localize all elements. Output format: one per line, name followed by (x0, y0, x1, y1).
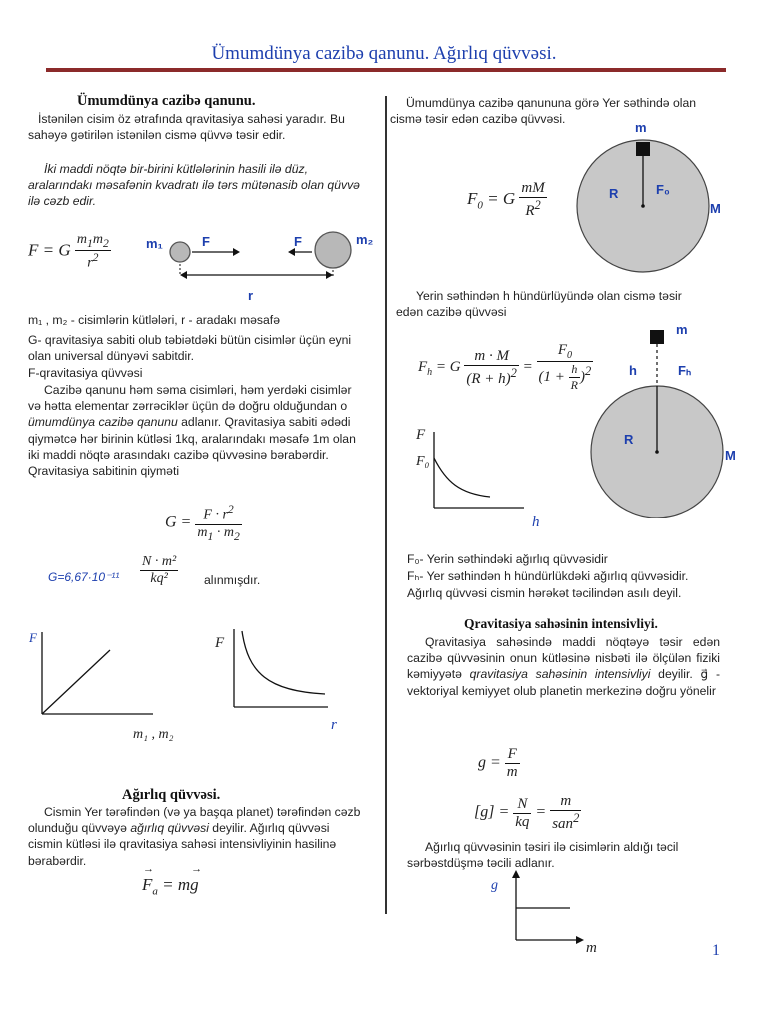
formula-g: g = $\frac{F}{m}$ (478, 746, 518, 780)
formula-g-units: [g] = $\frac{N}{kq}$ = $\frac{m}{san^2}$ (474, 793, 580, 832)
section-heading-weight: Ağırlıq qüvvəsi. (122, 787, 221, 803)
formula-F0: $F_0 = G$ $\frac{mM}{R^2}$ (467, 180, 545, 219)
G-suffix: alınmışdır. (204, 573, 261, 587)
F0-definition: F₀- Yerin səthindəki ağırlıq qüvvəsidir (407, 552, 608, 566)
graph2-x-label: r (331, 717, 337, 733)
surface-force-intro: Ümumdünya cazibə qanununa görə Yer səthində olan cismə təsir edən cazibə qüvvəsi. (390, 96, 696, 127)
graph2-y-label: F (215, 635, 225, 651)
two-masses-figure (140, 222, 370, 312)
page-number: 1 (712, 942, 720, 959)
mass-block-2 (650, 330, 664, 344)
section-heading-field-intensity: Qravitasiya sahəsinin intensivliyi. (464, 616, 658, 631)
fig2-label-h: h (629, 363, 637, 378)
fig2-label-R: R (624, 432, 634, 447)
graph1-x-label: m₁ , m₂ (133, 727, 174, 742)
page-title: Ümumdünya cazibə qanunu. Ağırlıq qüvvəsi. (211, 43, 557, 64)
G-definition: G- qravitasiya sabiti olub təbiətdəki bütün cisimlər üçün eyni olan universal dünyəvi sabitdir. (28, 333, 352, 364)
label-distance-r: r (248, 288, 254, 303)
fig1-label-M: M (710, 201, 721, 216)
formula-G: G = $\frac{F \cdot r^2}{m_1 \cdot m_2}$ (165, 503, 240, 543)
F-definition: F-qravitasiya qüvvəsi (28, 366, 143, 380)
law-statement: İki maddi nöqtə bir-birini kütlələrinin hasili ilə düz, aralarındakı məsafənin kvadratı ilə tərs mütənasib olan qüvvə ilə cəzb edir. (28, 162, 360, 209)
decay-curve (434, 458, 490, 497)
label-force-left: F (202, 234, 210, 249)
universal-law-paragraph: Cazibə qanunu həm səma cisimləri, həm yerdəki cisimlər və hətta elementar zərrəciklər üçün də doğru olduğundan o ümumdünya cazibə qanunu adlanır. Qravitasiya sabiti ədədi qiymətcə hər birinin kütləsi 1kq, aralarındakı məsafə 1m olan iki maddi nöqtə arasındakı cazibə qüvvəsinə bərabərdir. Qravitasiya sabitinin qiyməti (28, 383, 356, 479)
graph-force-vs-height (414, 430, 534, 520)
graph3-x-label: h (532, 514, 540, 530)
inverse-curve (242, 631, 325, 694)
height-force-intro: Yerin səthindən h hündürlüyündə olan cismə təsir edən cazibə qüvvəsi (396, 289, 682, 320)
intensity-paragraph: Qravitasiya sahəsində maddi nöqtəyə təsir edən cazibə qüvvəsinin onun kütləsinə nisbəti ilə ölçülən fiziki kəmiyyətə qravitasiya sahəsinin intensivliyi deyilir. g⃗ - vektoriyal kemiyyet olub planetin merkezinə doğru yönelir (407, 635, 721, 698)
fig1-label-m: m (635, 120, 647, 135)
title-underline (46, 68, 726, 72)
masses-definition: m₁ , m₂ - cisimlərin kütlələri, r - aradakı məsafə (28, 313, 280, 327)
fig2-label-M: M (725, 448, 736, 463)
independence-statement: Ağırlıq qüvvəsi cismin hərəkət təcilindən asılı deyil. (407, 586, 682, 600)
column-divider (385, 96, 387, 914)
graph-g-vs-mass (500, 870, 590, 950)
section-heading-gravitation-law: Ümumdünya cazibə qanunu. (77, 93, 256, 109)
Fh-definition: Fₕ- Yer səthindən h hündürlükdəki ağırlıq qüvvəsidir. (407, 569, 689, 583)
earth-figure-surface (570, 120, 730, 280)
fig1-label-F0: F₀ (656, 182, 670, 197)
graph3-y-label: F (416, 427, 426, 443)
fig2-label-Fh: Fₕ (678, 363, 692, 378)
fig1-label-R: R (609, 186, 619, 201)
G-value: G=6,67·10⁻¹¹ (48, 570, 120, 584)
mass-m2-circle (315, 232, 351, 268)
label-m2: m₂ (356, 232, 374, 247)
fig2-label-m: m (676, 322, 688, 337)
free-fall-paragraph: Ağırlıq qüvvəsinin təsiri ilə cisimlərin aldığı təcil sərbəstdüşmə təcili adlanır. (407, 840, 679, 871)
formula-gravitation: F = G $\frac{m_1m_2}{r^2}$ (28, 232, 109, 271)
graph4-y-label: g (491, 878, 498, 893)
mass-block (636, 142, 650, 156)
linear-curve (42, 650, 110, 714)
graph1-y-label: F (29, 630, 37, 645)
formula-weight: F → $_a$ = mg → (142, 863, 203, 898)
intro-paragraph: İstənilən cisim öz ətrafında qravitasiya sahəsi yaradır. Bu sahəyə gətirilən istənilən cismə qüvvə təsir edir. (28, 112, 345, 143)
weight-paragraph: Cismin Yer tərəfindən (və ya başqa planet) tərəfindən cəzb olunduğu qüvvəyə ağırlıq qüvvəsi deyilir. Ağırlıq qüvvəsi cismin kütləsi ilə qravitasiya sahəsi intensivliyinin hasilinə bərabərdir. (28, 805, 361, 868)
label-m1: m₁ (146, 236, 163, 251)
graph4-x-label: m (586, 940, 597, 956)
earth-figure-height (590, 318, 730, 518)
mass-m1-circle (170, 242, 190, 262)
graph-force-vs-distance (220, 625, 360, 725)
label-force-right: F (294, 234, 302, 249)
G-units: $\frac{\text{N · m²}}{\text{kq²}}$ (142, 554, 177, 586)
graph3-y0-label: F₀ (416, 454, 430, 469)
formula-Fh: $F_h = G$ $\frac{m \cdot M}{(R + h)^2}$ = $F_0$ (1 + $\frac{h}{R}$ )$^2$ (418, 342, 592, 392)
